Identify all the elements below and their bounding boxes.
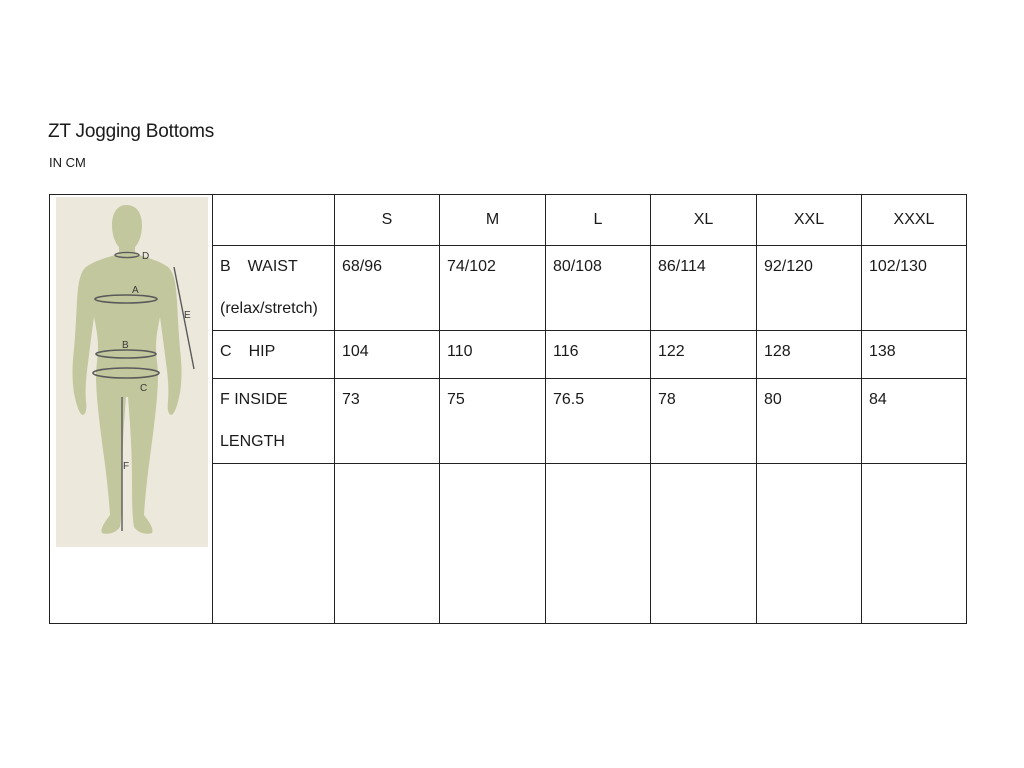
empty-cell bbox=[440, 464, 546, 624]
size-header-xxl: XXL bbox=[757, 195, 862, 246]
length-value-xxl: 80 bbox=[757, 379, 862, 464]
length-value-xl: 78 bbox=[651, 379, 757, 464]
empty-cell bbox=[651, 464, 757, 624]
hip-value-xxxl: 138 bbox=[862, 331, 967, 379]
figure-label-a: A bbox=[132, 285, 139, 296]
empty-cell bbox=[546, 464, 651, 624]
measure-ring-a bbox=[95, 295, 157, 303]
length-value-s: 73 bbox=[335, 379, 440, 464]
length-value-l: 76.5 bbox=[546, 379, 651, 464]
row-name-hip: HIP bbox=[248, 343, 276, 360]
figure-label-e: E bbox=[184, 310, 191, 321]
unit-subtitle: IN CM bbox=[49, 155, 86, 170]
hip-value-xl: 122 bbox=[651, 331, 757, 379]
measurement-lines bbox=[56, 197, 208, 547]
measure-ring-c bbox=[93, 368, 159, 378]
row-label-inside-length bbox=[213, 379, 335, 464]
hip-value-m: 110 bbox=[440, 331, 546, 379]
length-value-m: 75 bbox=[440, 379, 546, 464]
empty-cell bbox=[862, 464, 967, 624]
row-label-waist bbox=[213, 246, 335, 331]
row-subname-inside-length: LENGTH bbox=[220, 433, 285, 450]
size-header-l: L bbox=[546, 195, 651, 246]
waist-value-xl: 86/114 bbox=[651, 246, 757, 331]
row-subname-waist: (relax/stretch) bbox=[220, 300, 318, 317]
length-value-xxxl: 84 bbox=[862, 379, 967, 464]
row-label-hip bbox=[213, 331, 335, 379]
hip-value-xxl: 128 bbox=[757, 331, 862, 379]
hip-value-l: 116 bbox=[546, 331, 651, 379]
waist-value-l: 80/108 bbox=[546, 246, 651, 331]
figure-label-b: B bbox=[122, 340, 129, 351]
figure-label-c: C bbox=[140, 383, 148, 394]
empty-cell bbox=[757, 464, 862, 624]
waist-value-s: 68/96 bbox=[335, 246, 440, 331]
size-header-s: S bbox=[335, 195, 440, 246]
body-measurement-figure bbox=[56, 197, 208, 547]
size-header-m: M bbox=[440, 195, 546, 246]
body-figure-cell bbox=[50, 195, 213, 624]
row-name-waist: WAIST bbox=[247, 258, 298, 275]
page-title: ZT Jogging Bottoms bbox=[48, 121, 215, 142]
row-name-inside-length: F INSIDE bbox=[220, 391, 288, 408]
size-header-xxxl: XXXL bbox=[862, 195, 967, 246]
waist-value-xxxl: 102/130 bbox=[862, 246, 967, 331]
size-header-xl: XL bbox=[651, 195, 757, 246]
row-code-waist: B bbox=[220, 258, 231, 275]
figure-label-d: D bbox=[142, 251, 150, 262]
size-chart-table bbox=[49, 194, 967, 624]
header-row bbox=[50, 195, 967, 246]
empty-cell bbox=[335, 464, 440, 624]
empty-cell bbox=[213, 464, 335, 624]
measure-ring-b bbox=[96, 350, 156, 358]
row-code-hip: C bbox=[220, 343, 232, 360]
waist-value-xxl: 92/120 bbox=[757, 246, 862, 331]
figure-label-f: F bbox=[123, 461, 130, 472]
hip-value-s: 104 bbox=[335, 331, 440, 379]
waist-value-m: 74/102 bbox=[440, 246, 546, 331]
measure-ring-d bbox=[115, 252, 139, 257]
header-blank-cell bbox=[213, 195, 335, 246]
